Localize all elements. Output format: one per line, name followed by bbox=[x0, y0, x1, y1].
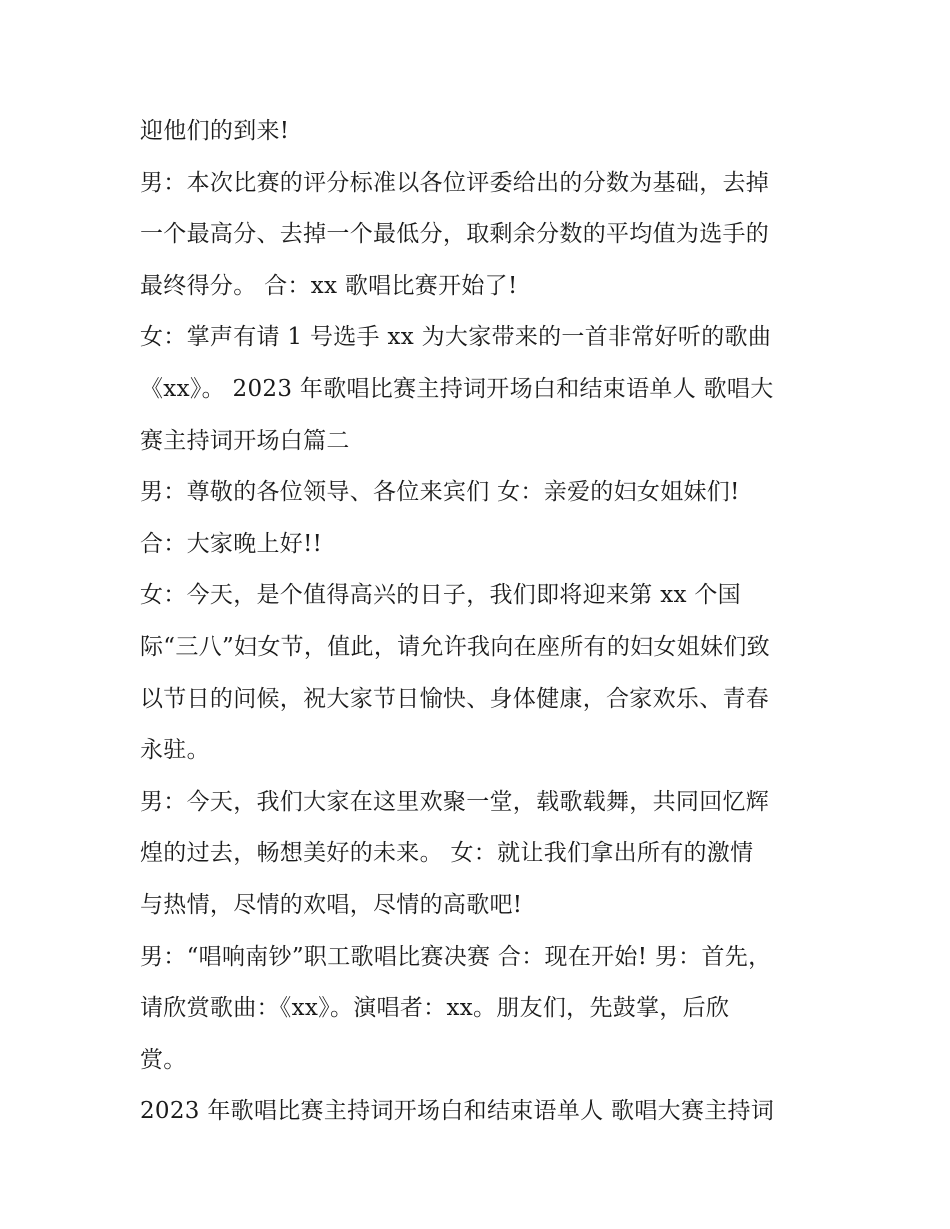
text-line: 男：尊敬的各位领导、各位来宾们 女：亲爱的妇女姐妹们! bbox=[140, 479, 740, 506]
text-line: 女：掌声有请 1 号选手 xx 为大家带来的一首非常好听的歌曲 bbox=[140, 324, 772, 351]
text-line: 与热情，尽情的欢唱，尽情的高歌吧! bbox=[140, 891, 523, 918]
text-line: 际“三八”妇女节，值此，请允许我向在座所有的妇女姐妹们致 bbox=[140, 633, 770, 660]
text-line: 永驻。 bbox=[140, 737, 210, 764]
text-line: 一个最高分、去掉一个最低分，取剩余分数的平均值为选手的 bbox=[140, 221, 770, 248]
text-line: 赏。 bbox=[140, 1046, 187, 1073]
text-line: 合：大家晚上好!! bbox=[140, 530, 323, 557]
text-line: 赛主持词开场白篇二 bbox=[140, 427, 350, 454]
text-line: 男：“唱响南钞”职工歌唱比赛决赛 合：现在开始! 男：首先， bbox=[140, 943, 772, 970]
text-line: 男：今天，我们大家在这里欢聚一堂，载歌载舞，共同回忆辉 bbox=[140, 788, 770, 815]
text-line: 男：本次比赛的评分标准以各位评委给出的分数为基础，去掉 bbox=[140, 169, 770, 196]
text-line: 以节日的问候，祝大家节日愉快、身体健康，合家欢乐、青春 bbox=[140, 685, 770, 712]
text-line: 最终得分。 合：xx 歌唱比赛开始了! bbox=[140, 272, 518, 299]
text-line: 请欣赏歌曲：《xx》。演唱者：xx。朋友们，先鼓掌，后欣 bbox=[140, 995, 730, 1022]
text-line: 《xx》。 2023 年歌唱比赛主持词开场白和结束语单人 歌唱大 bbox=[140, 375, 774, 402]
text-line: 迎他们的到来! bbox=[140, 118, 290, 144]
text-line: 2023 年歌唱比赛主持词开场白和结束语单人 歌唱大赛主持词 bbox=[140, 1098, 775, 1125]
text-line: 女：今天，是个值得高兴的日子，我们即将迎来第 xx 个国 bbox=[140, 582, 741, 609]
text-line: 煌的过去，畅想美好的未来。 女：就让我们拿出所有的激情 bbox=[140, 840, 754, 867]
document-body bbox=[140, 106, 820, 1138]
